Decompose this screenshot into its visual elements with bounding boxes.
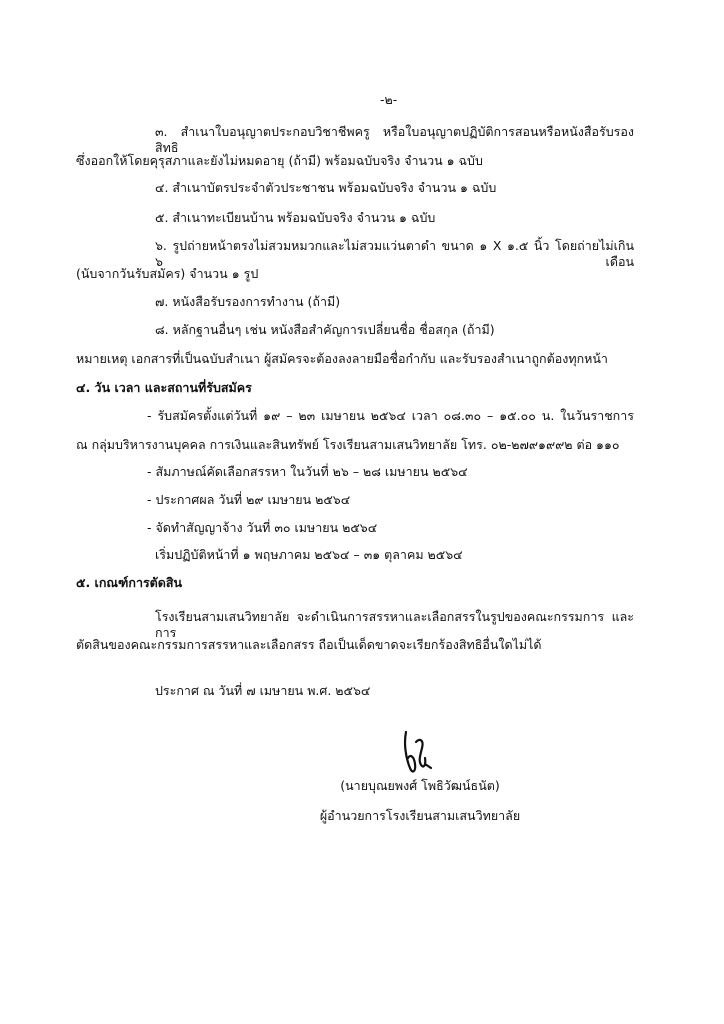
doc-item-5: ๕. สำเนาทะเบียนบ้าน พร้อมฉบับจริง จำนวน ๑ ฉบับ	[155, 210, 436, 225]
doc-item-3-line-1: ๓. สำเนาใบอนุญาตประกอบวิชาชีพครู หรือใบอนุญาตปฏิบัติการสอนหรือหนังสือรับรองสิทธิ	[155, 124, 634, 155]
contract-date: - จัดทำสัญญาจ้าง วันที่ ๓๐ เมษายน ๒๕๖๔	[147, 520, 378, 535]
judgement-line-2: ตัดสินของคณะกรรมการสรรหาและเลือกสรร ถือเป็นเด็ดขาดจะเรียกร้องสิทธิอื่นใดไม่ได้	[76, 637, 542, 652]
signature-mark	[398, 728, 438, 778]
interview-date: - สัมภาษณ์คัดเลือกสรรหา ในวันที่ ๒๖ – ๒๘ เมษายน ๒๕๖๔	[147, 464, 468, 479]
doc-item-3-line-2: ซึ่งออกให้โดยคุรุสภาและยังไม่หมดอายุ (ถ้ามี) พร้อมฉบับจริง จำนวน ๑ ฉบับ	[76, 153, 483, 168]
announcement-date-line: ประกาศ ณ วันที่ ๗ เมษายน พ.ศ. ๒๕๖๔	[155, 683, 371, 698]
section-5-heading: ๕. เกณฑ์การตัดสิน	[76, 575, 183, 590]
section-4-heading: ๔. วัน เวลา และสถานที่รับสมัคร	[76, 380, 252, 395]
page-number: -๒-	[380, 92, 398, 107]
start-date: เริ่มปฏิบัติหน้าที่ ๑ พฤษภาคม ๒๕๖๔ – ๓๑ ตุลาคม ๒๕๖๔	[155, 547, 463, 562]
doc-item-7: ๗. หนังสือรับรองการทำงาน (ถ้ามี)	[155, 294, 341, 309]
doc-item-8: ๘. หลักฐานอื่นๆ เช่น หนังสือสำคัญการเปลี่ยนชื่อ ชื่อสกุล (ถ้ามี)	[155, 322, 495, 337]
application-period-line-1: - รับสมัครตั้งแต่วันที่ ๑๙ – ๒๓ เมษายน ๒๕๖๔ เวลา ๐๘.๓๐ – ๑๕.๐๐ น. ในวันราชการ	[147, 408, 634, 423]
judgement-line-1: โรงเรียนสามเสนวิทยาลัย จะดำเนินการสรรหาและเลือกสรรในรูปของคณะกรรมการ และการ	[155, 609, 634, 640]
doc-item-6-line-1: ๖. รูปถ่ายหน้าตรงไม่สวมหมวกและไม่สวมแว่นตาดำ ขนาด ๑ X ๑.๕ นิ้ว โดยถ่ายไม่เกิน ๖ เดือน	[155, 238, 634, 269]
signatory-position: ผู้อำนวยการโรงเรียนสามเสนวิทยาลัย	[319, 808, 521, 823]
announcement-date: - ประกาศผล วันที่ ๒๙ เมษายน ๒๕๖๔	[147, 492, 351, 507]
signatory-name: (นายบุณยพงศ์ โพธิวัฒน์ธนัต)	[340, 778, 500, 793]
application-period-line-2: ณ กลุ่มบริหารงานบุคคล การเงินและสินทรัพย์ โรงเรียนสามเสนวิทยาลัย โทร. ๐๒-๒๗๙๑๙๙๒ ต่อ ๑๑๐	[76, 437, 620, 452]
doc-item-4: ๔. สำเนาบัตรประจำตัวประชาชน พร้อมฉบับจริง จำนวน ๑ ฉบับ	[155, 180, 497, 195]
doc-item-6-line-2: (นับจากวันรับสมัคร) จำนวน ๑ รูป	[76, 266, 259, 281]
documents-note: หมายเหตุ เอกสารที่เป็นฉบับสำเนา ผู้สมัครจะต้องลงลายมือชื่อกำกับ และรับรองสำเนาถูกต้องทุกหน้า	[76, 351, 608, 366]
